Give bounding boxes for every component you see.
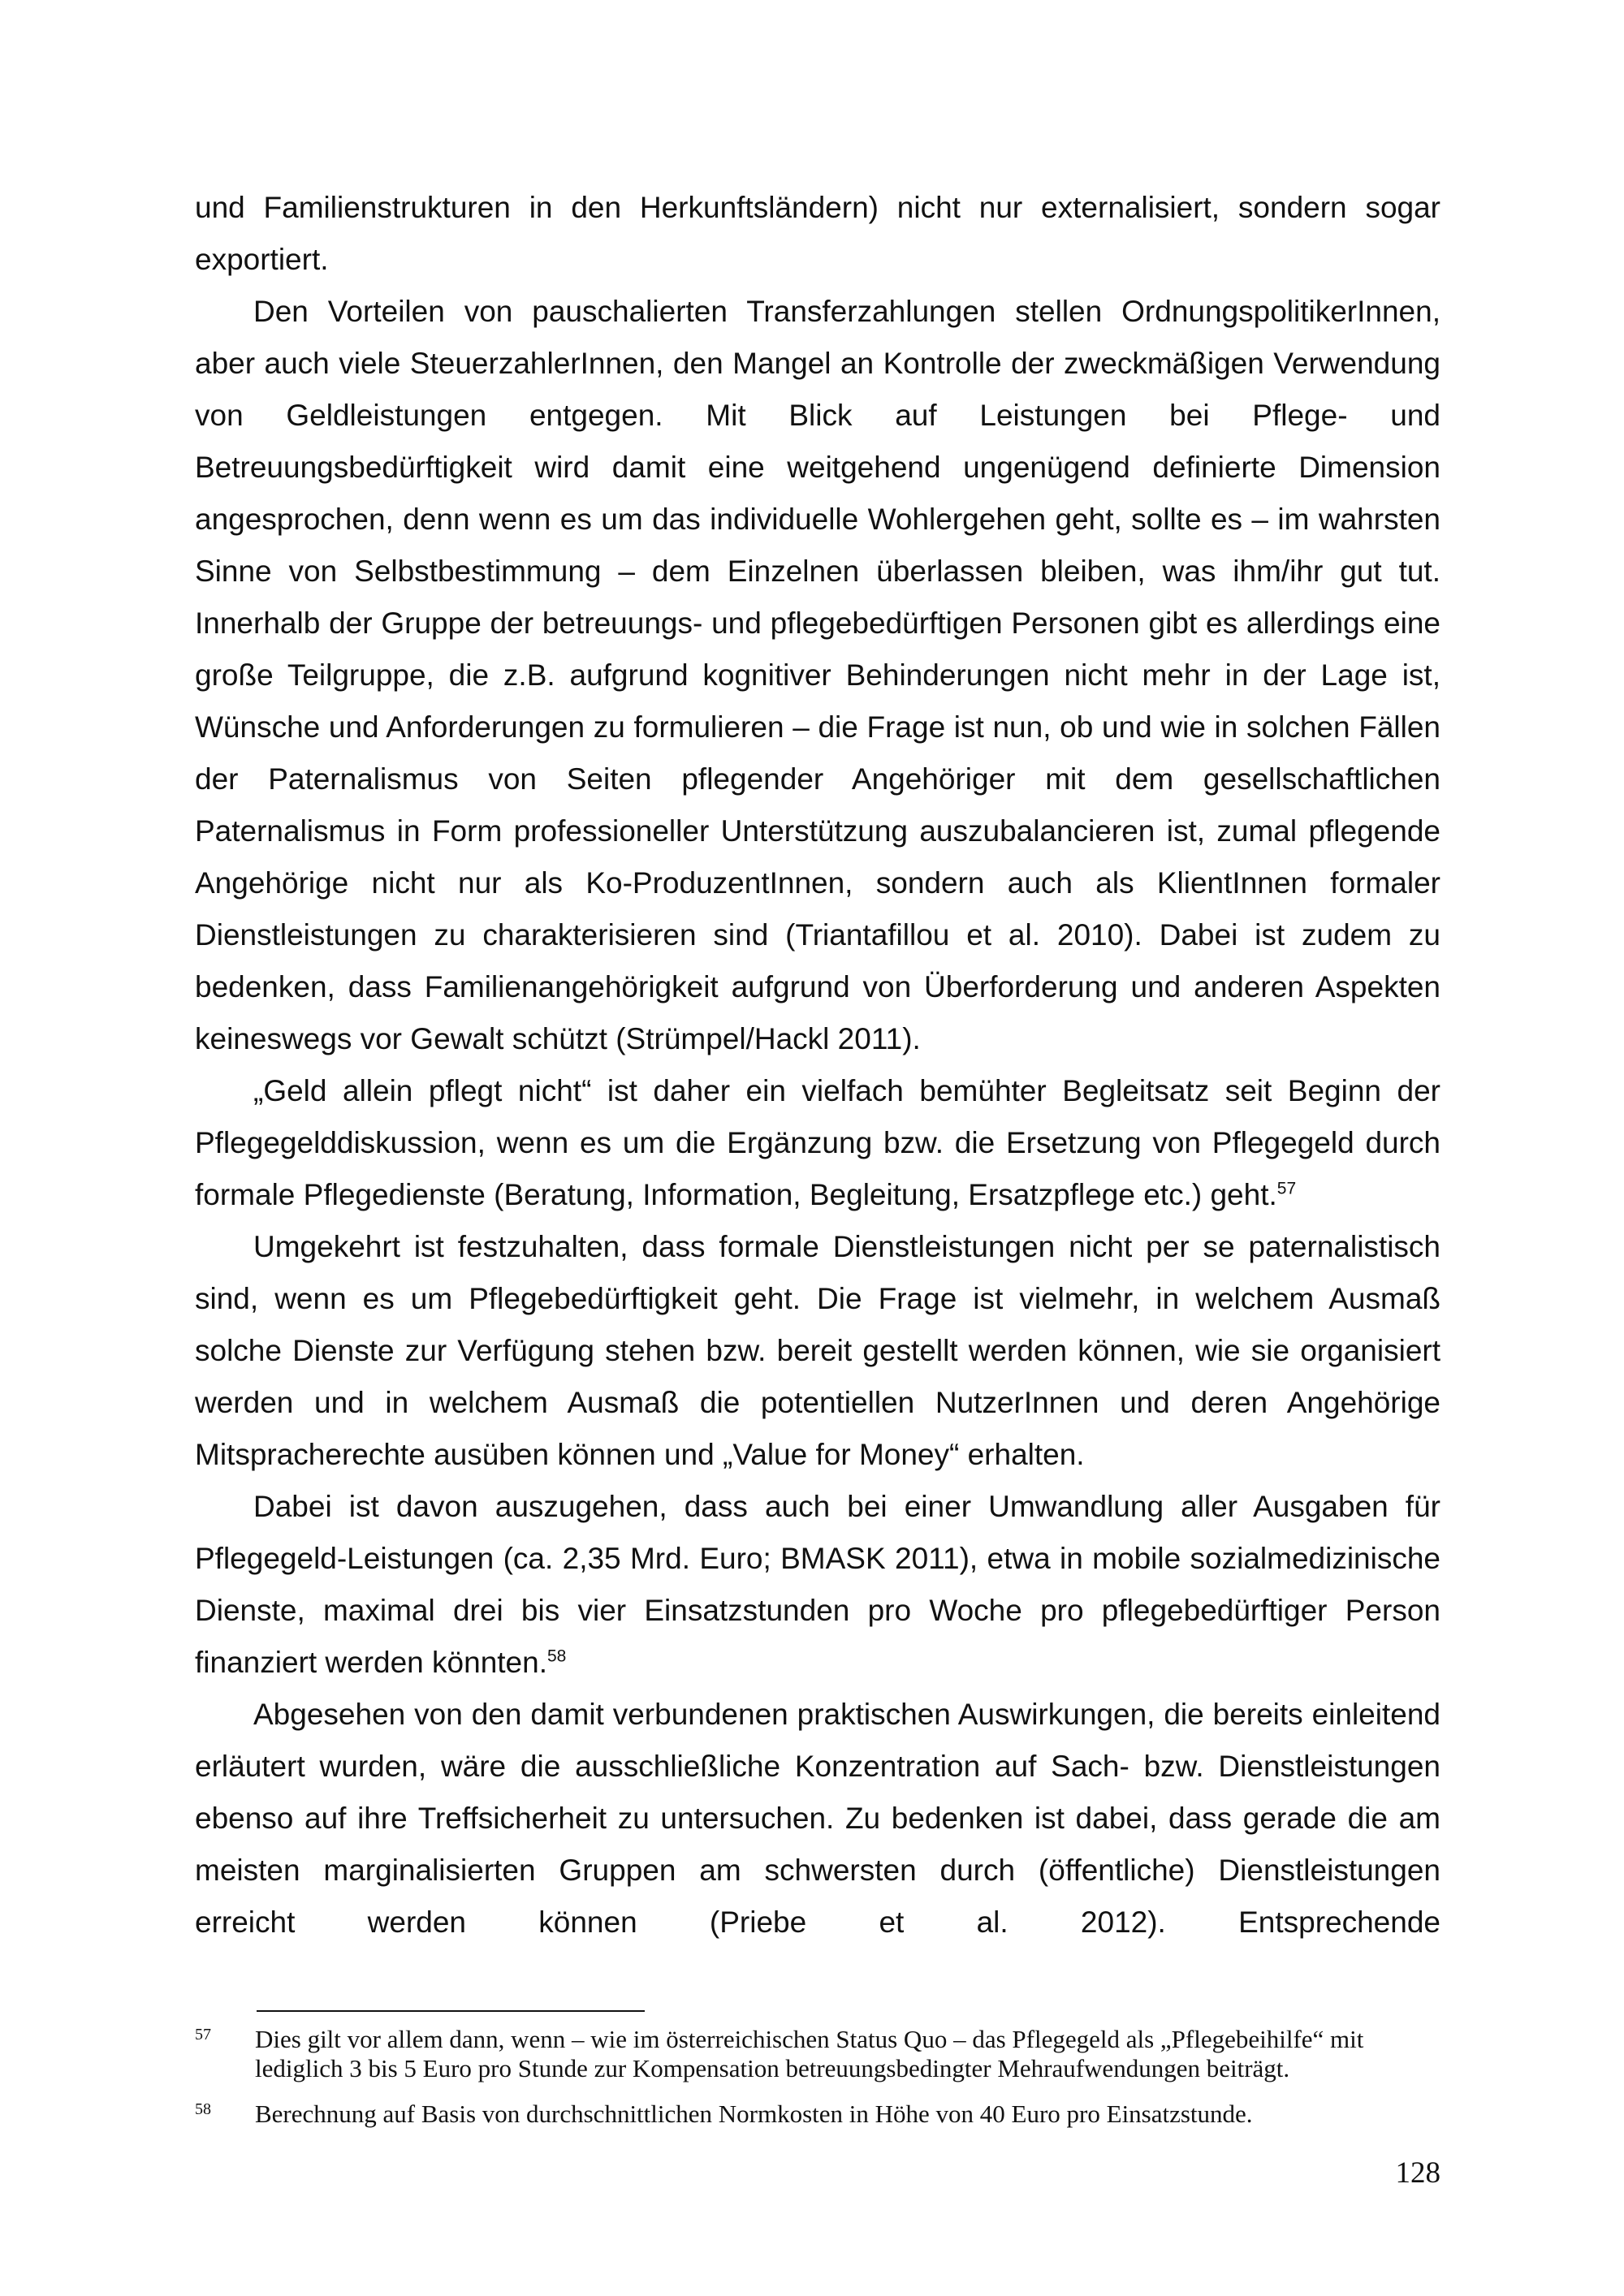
footnote-ref-57: 57 xyxy=(1276,1179,1297,1198)
paragraph-5 xyxy=(195,1481,1440,1689)
footnote-text: Berechnung auf Basis von durchschnittlichen Normkosten in Höhe von 40 Euro pro Einsatzstunde. xyxy=(255,2100,1253,2128)
footnote-text: Dies gilt vor allem dann, wenn – wie im österreichischen Status Quo – das Pflegegeld als „Pflegebeihilfe“ mit lediglich 3 bis 5 Euro pro Stunde zur Kompensation betreuungsbedingter Mehraufwendungen beiträgt. xyxy=(255,2025,1364,2082)
footnotes xyxy=(195,2025,1440,2145)
footnote-ref-58: 58 xyxy=(547,1646,567,1666)
footnote-separator xyxy=(257,2010,645,2012)
paragraph-3 xyxy=(195,1065,1440,1221)
paragraph-4: Umgekehrt ist festzuhalten, dass formale Dienstleistungen nicht per se paternalistisch sind, wenn es um Pflegebedürftigkeit geht. Die Frage ist vielmehr, in welchem Ausmaß solche Dienste zur Verfügung stehen bzw. bereit gestellt werden können, wie sie organisiert werden und in welchem Ausmaß die potentiellen NutzerInnen und deren Angehörige Mitspracherechte ausüben können und „Value for Money“ erhalten. xyxy=(195,1230,1440,1471)
footnote-number: 58 xyxy=(195,2100,211,2118)
body-text xyxy=(195,182,1440,1949)
paragraph-6: Abgesehen von den damit verbundenen praktischen Auswirkungen, die bereits einleitend erläutert wurden, wäre die ausschließliche Konzentration auf Sach- bzw. Dienstleistungen ebenso auf ihre Treffsicherheit zu untersuchen. Zu bedenken ist dabei, dass gerade die am meisten marginalisierten Gruppen am schwersten durch (öffentliche) Dienstleistungen erreicht werden können (Priebe et al. 2012). Entsprechende xyxy=(195,1698,1440,1939)
paragraph-1: und Familienstrukturen in den Herkunftsländern) nicht nur externalisiert, sondern sogar exportiert. xyxy=(195,191,1440,276)
paragraph-5-text: Dabei ist davon auszugehen, dass auch bei einer Umwandlung aller Ausgaben für Pflegegeld-Leistungen (ca. 2,35 Mrd. Euro; BMASK 2011), etwa in mobile sozialmedizinische Dienste, maximal drei bis vier Einsatzstunden pro Woche pro pflegebedürftiger Person finanziert werden könnten. xyxy=(195,1490,1440,1679)
paragraph-2: Den Vorteilen von pauschalierten Transferzahlungen stellen OrdnungspolitikerInnen, aber auch viele SteuerzahlerInnen, den Mangel an Kontrolle der zweckmäßigen Verwendung von Geldleistungen entgegen. Mit Blick auf Leistungen bei Pflege- und Betreuungsbedürftigkeit wird damit eine weitgehend ungenügend definierte Dimension angesprochen, denn wenn es um das individuelle Wohlergehen geht, sollte es – im wahrsten Sinne von Selbstbestimmung – dem Einzelnen überlassen bleiben, was ihm/ihr gut tut. Innerhalb der Gruppe der betreuungs- und pflegebedürftigen Personen gibt es allerdings eine große Teilgruppe, die z.B. aufgrund kognitiver Behinderungen nicht mehr in der Lage ist, Wünsche und Anforderungen zu formulieren – die Frage ist nun, ob und wie in solchen Fällen der Paternalismus von Seiten pflegender Angehöriger mit dem gesellschaftlichen Paternalismus in Form professioneller Unterstützung auszubalancieren ist, zumal pflegende Angehörige nicht nur als Ko-ProduzentInnen, sondern auch als KlientInnen formaler Dienstleistungen zu charakterisieren sind (Triantafillou et al. 2010). Dabei ist zudem zu bedenken, dass Familienangehörigkeit aufgrund von Überforderung und anderen Aspekten keineswegs vor Gewalt schützt (Strümpel/Hackl 2011). xyxy=(195,295,1440,1055)
paragraph-3-text: „Geld allein pflegt nicht“ ist daher ein vielfach bemühter Begleitsatz seit Beginn der Pflegegelddiskussion, wenn es um die Ergänzung bzw. die Ersetzung von Pflegegeld durch formale Pflegedienste (Beratung, Information, Begleitung, Ersatzpflege etc.) geht. xyxy=(195,1074,1440,1211)
footnote-number: 57 xyxy=(195,2026,211,2044)
page-number: 128 xyxy=(1395,2156,1440,2190)
footnote-58 xyxy=(195,2100,1440,2129)
footnote-57 xyxy=(195,2025,1440,2083)
